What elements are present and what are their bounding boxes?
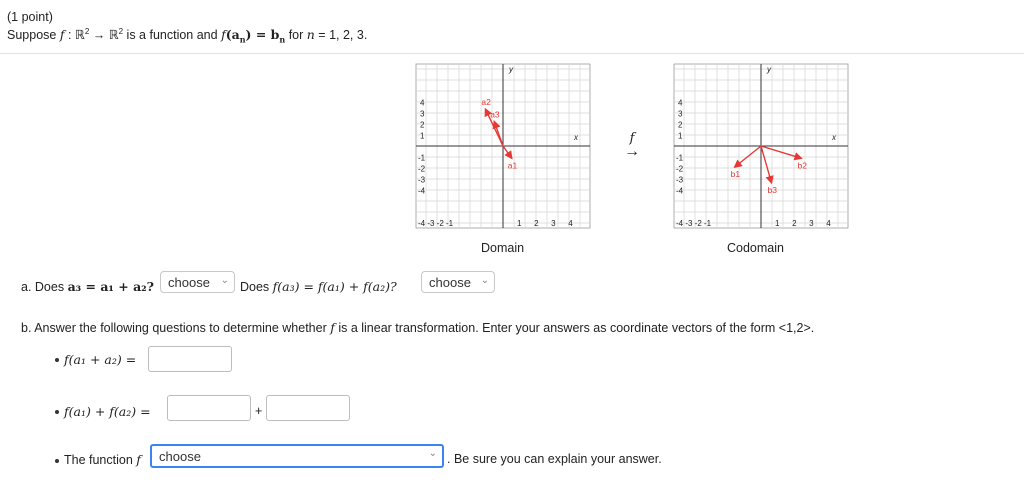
y-tick-label: -4	[676, 186, 684, 196]
item2-label: f(a₁) + f(a₂) =	[64, 404, 151, 419]
n-values: = 1, 2, 3.	[314, 28, 368, 43]
y-tick-label: 3	[678, 109, 683, 119]
x-tick-label: 3	[809, 219, 814, 228]
chevron-down-icon: ⌄	[428, 448, 437, 459]
vector-label-b1: b1	[730, 169, 741, 180]
plus-sign: +	[255, 404, 263, 418]
y-tick-label: -3	[418, 175, 426, 185]
answer-input-1[interactable]	[148, 346, 232, 372]
part-a-q2: Does f(a₃) = f(a₁) + f(a₂)?	[240, 279, 397, 294]
x-tick-label: 2	[792, 219, 797, 228]
header-divider	[0, 53, 1024, 54]
part-a-text: a. Does a₃ = a₁ + a₂?	[21, 279, 154, 294]
y-axis-label: y	[767, 65, 771, 74]
y-tick-label: 2	[678, 120, 683, 130]
y-tick-label: -1	[676, 153, 684, 163]
is-func-text: is a function and	[123, 28, 222, 43]
codomain-label: Codomain	[727, 241, 784, 255]
math-sub: n	[239, 34, 246, 45]
problem-statement	[7, 27, 367, 45]
y-tick-label: 4	[678, 98, 683, 108]
y-tick-label: 2	[420, 120, 425, 130]
vector-label-a2: a2	[481, 97, 491, 108]
chevron-down-icon: ⌄	[220, 275, 229, 286]
item1-label: f(a₁ + a₂) =	[64, 352, 137, 367]
y-tick-label: -4	[418, 186, 426, 196]
x-tick-label: 1	[775, 219, 780, 228]
vector-label-a3: a3	[490, 109, 500, 120]
math-sup: 2	[118, 27, 124, 36]
y-tick-label: -1	[418, 153, 426, 163]
dropdown-value: choose	[429, 275, 471, 290]
math-a: (a	[225, 27, 240, 43]
x-tick-label: 4	[568, 219, 573, 228]
math-r2: : ℝ	[64, 28, 85, 43]
points-label: (1 point)	[7, 10, 53, 24]
math-sub: n	[279, 34, 286, 45]
suppose-text: Suppose	[7, 28, 57, 43]
math-f: f	[59, 27, 65, 43]
bullet	[55, 459, 59, 463]
y-axis-label: y	[509, 65, 513, 74]
math-b: ) = b	[245, 27, 280, 43]
x-tick-label: 2	[534, 219, 539, 228]
answer-input-2[interactable]	[167, 395, 251, 421]
y-tick-label: -2	[418, 164, 426, 174]
map-symbol: f →	[624, 131, 640, 160]
chevron-down-icon: ⌄	[480, 275, 489, 286]
y-tick-label: -3	[676, 175, 684, 185]
answer-input-3[interactable]	[266, 395, 350, 421]
math-f: f	[221, 27, 226, 43]
math-arrow: → ℝ	[89, 28, 119, 43]
bullet	[55, 358, 59, 362]
bullet	[55, 410, 59, 414]
x-tick-labels-negative: -4 -3 -2 -1	[418, 219, 454, 228]
choose-dropdown-1[interactable]	[160, 271, 235, 293]
dropdown-value: choose	[168, 275, 210, 290]
math-sup: 2	[84, 27, 90, 36]
linearity-dropdown[interactable]	[150, 444, 444, 468]
choose-dropdown-2[interactable]	[421, 271, 495, 293]
dropdown-value: choose	[159, 449, 201, 464]
x-axis-label: x	[574, 133, 578, 142]
vector-label-b2: b2	[797, 160, 807, 171]
math-n: n	[306, 27, 315, 43]
x-tick-label: 1	[517, 219, 522, 228]
part-b-text: b. Answer the following questions to determine whether f is a linear transformation. Enter your answers as coordinate vectors of the form <1,2>.	[21, 320, 815, 335]
y-tick-label: 4	[420, 98, 425, 108]
item3-suffix: . Be sure you can explain your answer.	[447, 452, 662, 466]
x-tick-label: 4	[826, 219, 831, 228]
x-axis-label: x	[832, 133, 836, 142]
domain-label: Domain	[481, 241, 525, 255]
x-tick-label: 3	[551, 219, 556, 228]
x-tick-labels-negative: -4 -3 -2 -1	[676, 219, 712, 228]
y-tick-label: 1	[420, 131, 425, 141]
domain-graph	[408, 58, 598, 238]
codomain-graph	[666, 58, 856, 238]
vector-label-a1: a1	[507, 160, 518, 171]
item3-label: The function f	[64, 452, 141, 467]
for-text: for	[285, 28, 307, 43]
y-tick-label: 1	[678, 131, 683, 141]
y-tick-label: -2	[676, 164, 684, 174]
y-tick-label: 3	[420, 109, 425, 119]
vector-label-b3: b3	[767, 184, 778, 195]
